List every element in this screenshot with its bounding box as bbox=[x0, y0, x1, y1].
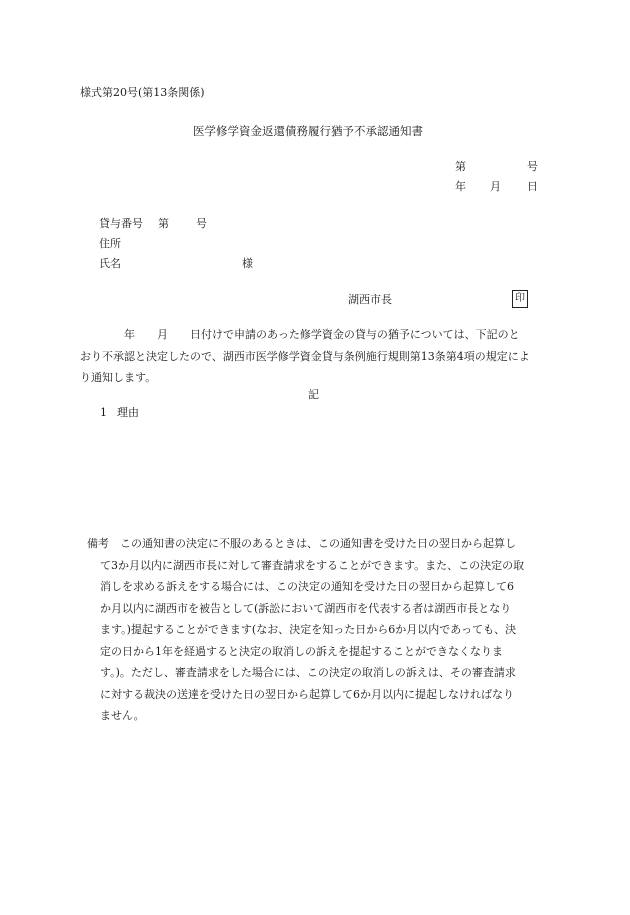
date-month: 月 bbox=[490, 180, 501, 193]
note-line: ます。)提起することができます(なお、決定を知った日から6か月以内であっても、決 bbox=[100, 623, 517, 636]
date-day: 日 bbox=[527, 180, 538, 193]
remarks-note bbox=[87, 533, 557, 727]
doc-no-prefix: 第 bbox=[455, 160, 466, 173]
note-line: この通知書の決定に不服のあるときは、この通知書を受けた日の翌日から起算し bbox=[120, 537, 516, 550]
note-line: 消しを求める訴えをする場合には、この決定の通知を受けた日の翌日から起算して6 bbox=[100, 580, 514, 593]
note-line: 定の日から1年を経過すると決定の取消しの訴えを提起することができなくなりま bbox=[100, 644, 503, 658]
date-year: 年 bbox=[455, 180, 466, 193]
seal-mark: 印 bbox=[512, 290, 528, 308]
loan-number-label: 貸与番号 bbox=[99, 217, 143, 230]
note-first-line bbox=[87, 533, 557, 555]
note-line: ません。 bbox=[100, 709, 145, 722]
note-line: に対する裁決の送達を受けた日の翌日から起算して6か月以内に提起しなければなり bbox=[100, 687, 514, 701]
note-line: す。)。ただし、審査請求をした場合には、この決定の取消しの訴えは、その審査請求 bbox=[100, 666, 516, 679]
honorific: 様 bbox=[242, 257, 253, 270]
loan-number-prefix: 第 bbox=[158, 217, 169, 230]
note-line: か月以内に湖西市を被告として(訴訟において湖西市を代表する者は湖西市長となり bbox=[100, 601, 512, 615]
ki-heading: 記 bbox=[308, 388, 319, 401]
name-label: 氏名 bbox=[99, 257, 121, 270]
issuer-title: 湖西市長 bbox=[348, 293, 392, 306]
body-line: り通知します。 bbox=[80, 371, 157, 384]
loan-number-suffix: 号 bbox=[196, 217, 207, 230]
address-label: 住所 bbox=[99, 237, 121, 250]
note-label: 備考 bbox=[87, 537, 109, 550]
doc-no-suffix: 号 bbox=[527, 160, 538, 173]
reason-number: 1 bbox=[100, 406, 107, 419]
document-title: 医学修学資金返還債務履行猶予不承認通知書 bbox=[193, 124, 423, 138]
reason-label: 理由 bbox=[117, 406, 139, 419]
form-label: 様式第20号(第13条関係) bbox=[80, 86, 205, 99]
body-paragraph bbox=[80, 324, 551, 389]
body-line: おり不承認と決定したので、湖西市医学修学資金貸与条例施行規則第13条第4項の規定によ bbox=[80, 349, 530, 363]
note-line: て3か月以内に湖西市長に対して審査請求をすることができます。また、この決定の取 bbox=[100, 558, 525, 572]
body-line: 年 月 日付けで申請のあった修学資金の貸与の猶予については、下記のと bbox=[124, 328, 520, 341]
